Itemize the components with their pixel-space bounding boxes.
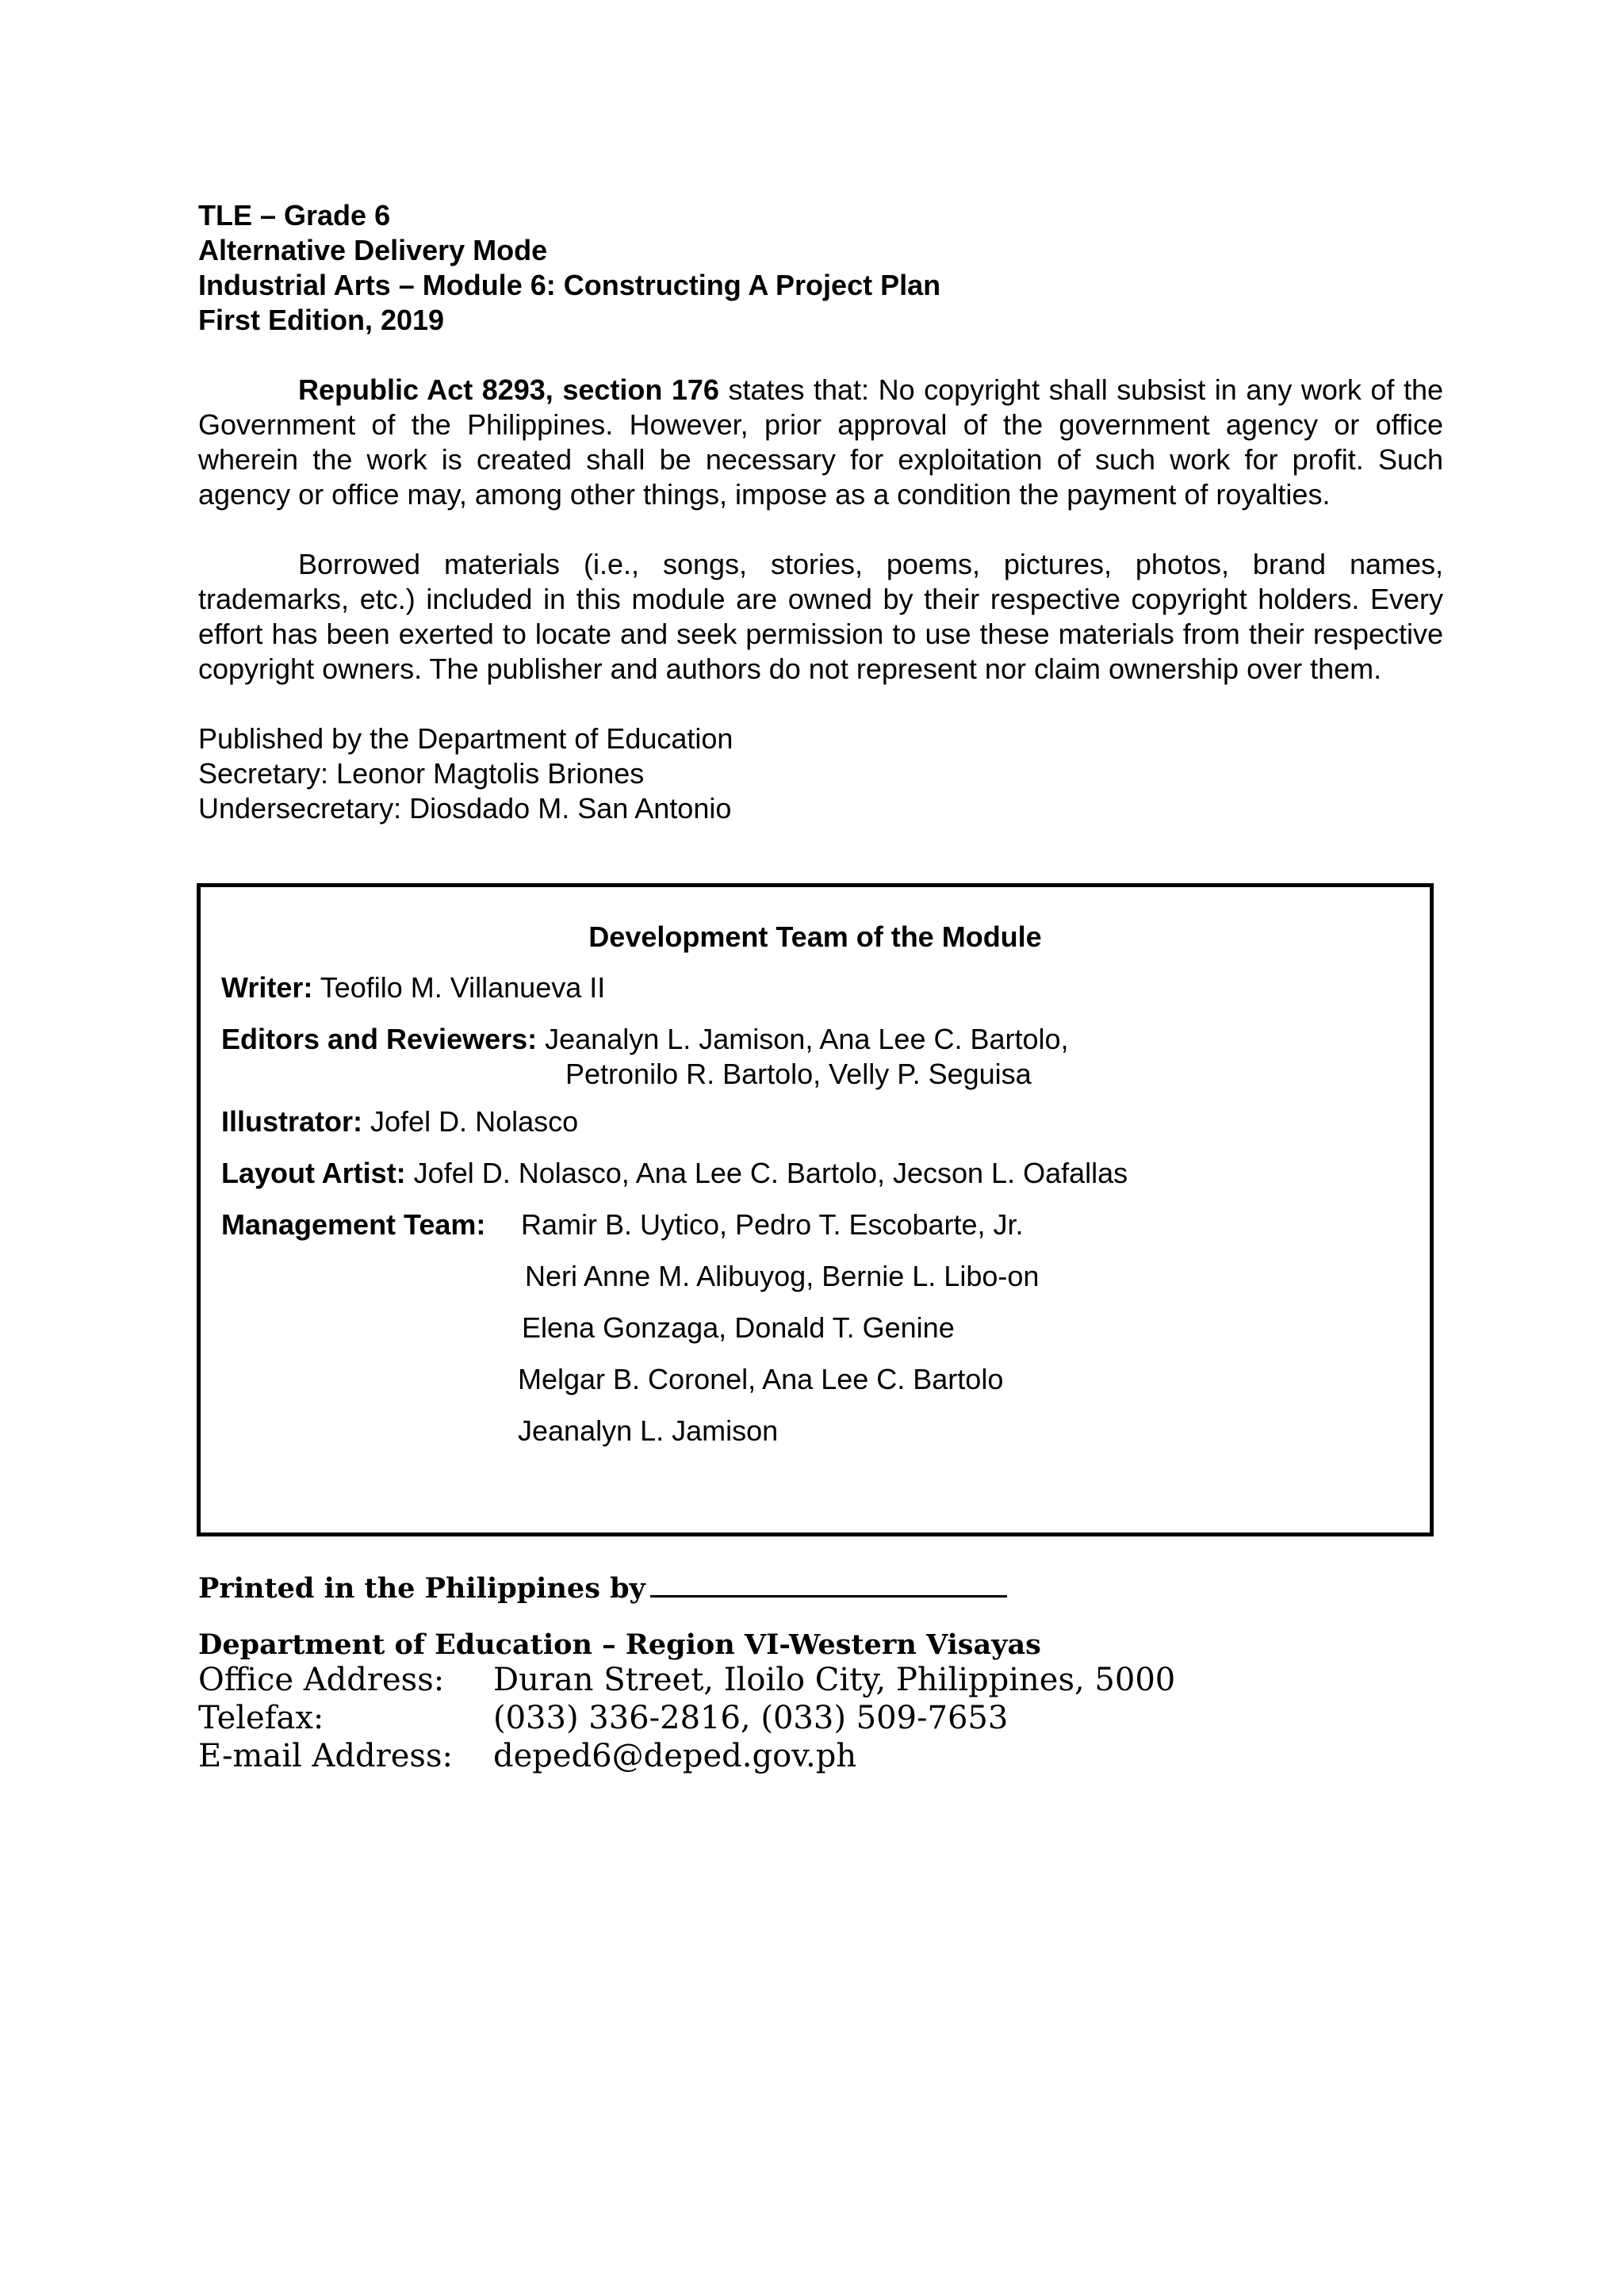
email-value: deped6@deped.gov.ph bbox=[493, 1738, 857, 1774]
secretary: Secretary: Leonor Magtolis Briones bbox=[198, 757, 645, 790]
illustrator-label: Illustrator: bbox=[221, 1105, 363, 1138]
footer-block bbox=[198, 1571, 1467, 1775]
editors-row bbox=[221, 1023, 1069, 1056]
editors-names-1: Jeanalyn L. Jamison, Ana Lee C. Bartolo, bbox=[537, 1023, 1069, 1055]
office-address-row bbox=[198, 1661, 1467, 1699]
borrowed-materials-paragraph: Borrowed materials (i.e., songs, stories, poems, pictures, photos, brand names, trademarks, etc.) included in this module are owned by their respective copyright holders. Every effort has been exerted to locate and seek permission to use these materials from their respective copyright owners. The publisher and authors do not represent nor claim ownership over them. bbox=[198, 548, 1443, 685]
layout-artist-row bbox=[221, 1157, 1128, 1190]
office-address-value: Duran Street, Iloilo City, Philippines, 5000 bbox=[493, 1662, 1176, 1698]
module-title: Industrial Arts – Module 6: Constructing A Project Plan bbox=[198, 269, 941, 301]
email-label: E-mail Address: bbox=[198, 1738, 453, 1774]
illustrator-name: Jofel D. Nolasco bbox=[362, 1105, 579, 1138]
email-row bbox=[198, 1737, 1467, 1775]
development-team-box bbox=[197, 883, 1434, 1536]
subject-grade: TLE – Grade 6 bbox=[198, 199, 391, 232]
office-address-label: Office Address: bbox=[198, 1662, 445, 1698]
telefax-value: (033) 336-2816, (033) 509-7653 bbox=[493, 1700, 1009, 1736]
team-heading: Development Team of the Module bbox=[588, 920, 1042, 953]
printed-by-line bbox=[198, 1571, 1467, 1605]
editors-names-2: Petronilo R. Bartolo, Velly P. Seguisa bbox=[565, 1058, 1032, 1090]
telefax-label: Telefax: bbox=[198, 1700, 324, 1736]
writer-label: Writer: bbox=[221, 971, 313, 1004]
publisher-block bbox=[198, 721, 1443, 826]
title-block bbox=[198, 198, 1443, 338]
layout-artist-names: Jofel D. Nolasco, Ana Lee C. Bartolo, Jecson L. Oafallas bbox=[405, 1157, 1128, 1189]
illustrator-row bbox=[221, 1105, 578, 1138]
edition: First Edition, 2019 bbox=[198, 304, 445, 336]
printed-by-label: Printed in the Philippines by bbox=[198, 1572, 645, 1605]
management-row bbox=[221, 1208, 485, 1242]
layout-artist-label: Layout Artist: bbox=[221, 1157, 406, 1189]
management-label: Management Team: bbox=[221, 1208, 486, 1241]
management-names-3: Elena Gonzaga, Donald T. Genine bbox=[522, 1311, 955, 1344]
law-reference: Republic Act 8293, section 176 bbox=[298, 373, 719, 406]
region-office: Department of Education – Region VI-Western Visayas bbox=[198, 1628, 1041, 1661]
printer-blank-line bbox=[650, 1571, 1007, 1598]
management-names-4: Melgar B. Coronel, Ana Lee C. Bartolo bbox=[518, 1363, 1004, 1395]
writer-name: Teofilo M. Villanueva II bbox=[312, 971, 606, 1004]
law-text: states that: No copyright shall subsist in any work of the Government of the Philippines. However, prior approval of the government agency or office wherein the work is created shall be necessary for exploitation of such work for profit. Such agency or office may, among other things, impose as a condition the payment of royalties. bbox=[198, 373, 1443, 511]
copyright-page bbox=[198, 198, 1443, 826]
telefax-row bbox=[198, 1699, 1467, 1737]
undersecretary: Undersecretary: Diosdado M. San Antonio bbox=[198, 792, 732, 825]
editors-label: Editors and Reviewers: bbox=[221, 1023, 538, 1055]
copyright-paragraph bbox=[198, 373, 1443, 512]
delivery-mode: Alternative Delivery Mode bbox=[198, 234, 548, 266]
management-names-1: Ramir B. Uytico, Pedro T. Escobarte, Jr. bbox=[521, 1208, 1024, 1241]
management-names-2: Neri Anne M. Alibuyog, Bernie L. Libo-on bbox=[525, 1260, 1040, 1292]
writer-row bbox=[221, 971, 605, 1004]
management-names-5: Jeanalyn L. Jamison bbox=[518, 1414, 779, 1447]
published-by: Published by the Department of Education bbox=[198, 722, 733, 755]
